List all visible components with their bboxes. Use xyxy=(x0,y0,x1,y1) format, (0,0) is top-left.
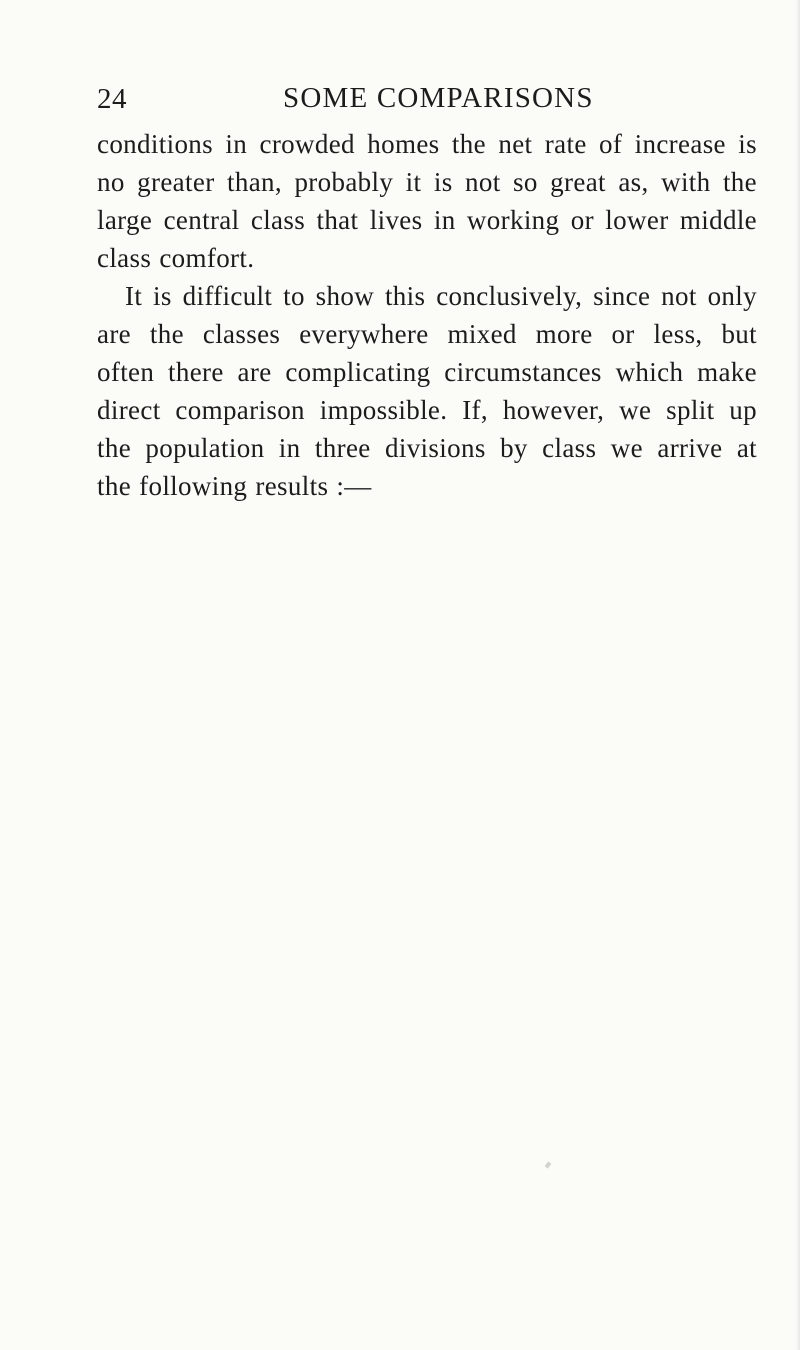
paragraph-1-line-4: class comfort. xyxy=(97,243,255,273)
paragraph-2-line-4: direct comparison impossible. If, however, we split up xyxy=(97,395,757,425)
paragraph-2-line-5: the population in three divisions by class we arrive at xyxy=(97,433,757,463)
page-number: 24 xyxy=(97,83,127,115)
paragraph-1-line-1: conditions in crowded homes the net rate of increase is xyxy=(97,129,757,159)
paragraph-2-line-1: It is difficult to show this conclusively, since not only xyxy=(125,281,757,311)
page-body-text xyxy=(97,125,757,505)
paragraph-2-line-3: often there are complicating circumstances which make xyxy=(97,357,757,387)
paragraph-1-line-3: large central class that lives in working or lower middle xyxy=(97,205,757,235)
page-edge-shadow xyxy=(796,0,800,1350)
paragraph-2 xyxy=(97,277,757,505)
paper-speck xyxy=(545,1161,552,1168)
paragraph-2-line-6: the following results :— xyxy=(97,471,372,501)
paragraph-1 xyxy=(97,125,757,277)
paragraph-1-line-2: no greater than, probably it is not so great as, with the xyxy=(97,167,757,197)
paragraph-2-line-2: are the classes everywhere mixed more or less, but xyxy=(97,319,757,349)
running-head: SOME COMPARISONS xyxy=(283,82,594,114)
